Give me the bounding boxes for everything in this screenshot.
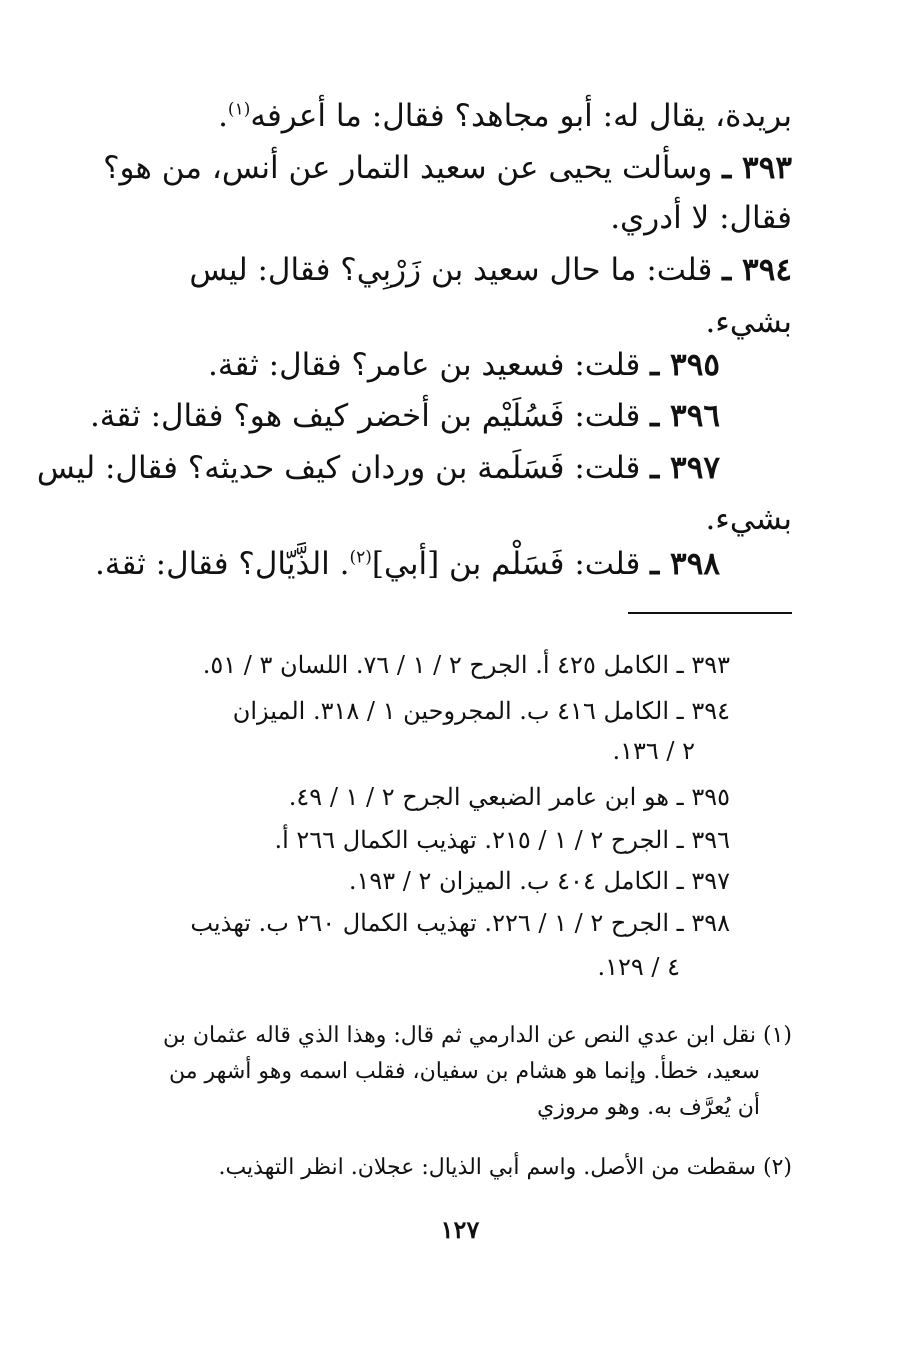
body-line-1 [218,94,792,138]
reference-395: ٣٩٥ ـ هو ابن عامر الضبعي الجرح ٢ / ١ / ٤٩. [288,783,730,811]
footnote-1-line-3: أن يُعرَّف به. وهو مروزي [537,1095,760,1120]
entry-393-continuation: فقال: لا أدري. [610,200,792,236]
entry-number: ٣٩٤ ـ [722,252,792,288]
entry-397 [37,446,720,490]
entry-394 [189,248,792,292]
reference-394-continuation: ٢ / ١٣٦. [612,737,695,765]
footnote-marker-1: (١) [227,99,251,120]
entry-395 [208,343,720,387]
entry-396 [90,394,720,438]
footnote-1-line-2: سعيد، خطأ. وإنما هو هشام بن سفيان، فقلب اسمه وهو أشهر من [169,1059,760,1084]
entry-number: ٣٩٨ ـ [650,546,720,582]
body-text: . [218,98,228,134]
footnote-1: (١) نقل ابن عدي النص عن الدارمي ثم قال: وهذا الذي قاله عثمان بن [163,1023,792,1048]
body-text: بريدة، يقال له: أبو مجاهد؟ فقال: ما أعرفه [250,98,792,134]
section-divider [628,612,792,614]
entry-394-continuation: بشيء. [705,304,792,340]
entry-398 [95,542,720,586]
reference-398-continuation: ٤ / ١٢٩. [597,953,680,981]
entry-number: ٣٩٧ ـ [650,450,720,486]
entry-text: قلت: فَسُلَيْم بن أخضر كيف هو؟ فقال: ثقة. [89,398,651,434]
reference-394: ٣٩٤ ـ الكامل ٤١٦ ب. المجروحين ١ / ٣١٨. الميزان [232,697,730,725]
reference-396: ٣٩٦ ـ الجرح ٢ / ١ / ٢١٥. تهذيب الكمال ٢٦٦ أ. [274,826,730,854]
entry-number: ٣٩٥ ـ [650,347,720,383]
entry-text: وسألت يحيى عن سعيد التمار عن أنس، من هو؟ [103,150,723,186]
reference-397: ٣٩٧ ـ الكامل ٤٠٤ ب. الميزان ٢ / ١٩٣. [348,867,730,895]
reference-398: ٣٩٨ ـ الجرح ٢ / ١ / ٢٢٦. تهذيب الكمال ٢٦٠ ب. تهذيب [190,909,730,937]
entry-text: قلت: فَسَلْم بن [أبي] [371,546,651,582]
entry-number: ٣٩٦ ـ [650,398,720,434]
reference-393: ٣٩٣ ـ الكامل ٤٢٥ أ. الجرح ٢ / ١ / ٧٦. اللسان ٣ / ٥١. [202,651,730,679]
entry-text: قلت: ما حال سعيد بن زَرْبِي؟ فقال: ليس [189,252,723,288]
footnote-marker-2: (٢) [349,547,372,568]
entry-number: ٣٩٣ ـ [722,150,792,186]
entry-text: . الذَّيّال؟ فقال: ثقة. [95,546,350,582]
entry-text: قلت: فَسَلَمة بن وردان كيف حديثه؟ فقال: ليس [36,450,651,486]
entry-393 [103,146,792,190]
footnote-2: (٢) سقطت من الأصل. واسم أبي الذيال: عجلان. انظر التهذيب. [218,1155,792,1180]
page-number: ١٢٧ [440,1215,480,1244]
entry-397-continuation: بشيء. [705,501,792,537]
entry-text: قلت: فسعيد بن عامر؟ فقال: ثقة. [207,347,651,383]
